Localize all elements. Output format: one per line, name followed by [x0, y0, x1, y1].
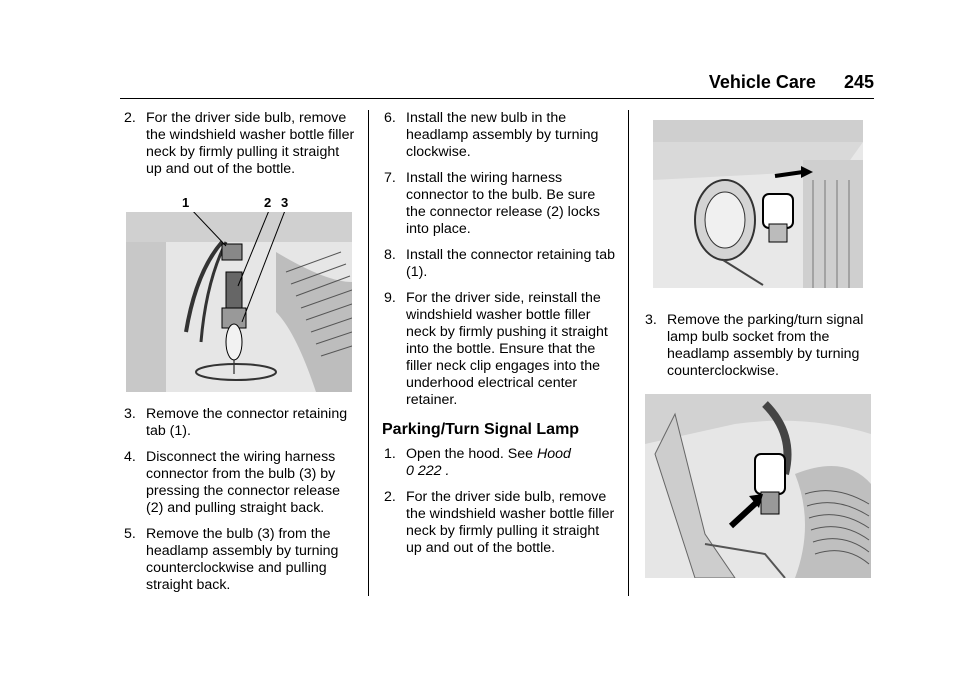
step-text: For the driver side bulb, remove the windshield washer bottle filler neck by firmly pulling it straight up and out of the bottle. — [146, 110, 355, 177]
step-text-lead: Open the hood. See — [406, 446, 537, 462]
step-6 — [384, 110, 616, 161]
step-5 — [124, 526, 356, 594]
step-text: For the driver side, reinstall the windshield washer bottle filler neck by firmly pushing it straight into the bottle. Ensure that the filler neck clip engages into the underhood electrical center retainer. — [406, 290, 608, 408]
column-divider-2 — [628, 110, 629, 596]
column-3 — [645, 110, 877, 578]
parking-lamp-socket-illustration — [645, 394, 871, 578]
step-4 — [124, 449, 356, 517]
column-2 — [384, 110, 616, 566]
cross-reference-page: 0 222 . — [406, 463, 450, 479]
step-text: For the driver side bulb, remove the windshield washer bottle filler neck by firmly pulling it straight up and out of the bottle. — [406, 489, 615, 556]
step-text: Remove the bulb (3) from the headlamp assembly by turning counterclockwise and pulling straight back. — [146, 526, 339, 593]
step-8 — [384, 247, 616, 281]
figure-callouts — [126, 194, 352, 212]
step-number: 5. — [124, 526, 136, 542]
hood-cross-reference-link[interactable]: Hood — [536, 446, 571, 462]
column-divider-1 — [368, 110, 369, 596]
parking-step-3 — [645, 312, 877, 380]
bulb-socket-illustration — [653, 120, 863, 288]
step-9 — [384, 290, 616, 409]
step-text: Install the new bulb in the headlamp assembly by turning clockwise. — [406, 110, 599, 160]
callout-2: 2 — [264, 195, 272, 210]
step-number: 2. — [384, 489, 396, 505]
parking-step-1 — [384, 446, 616, 480]
step-number: 2. — [124, 110, 136, 126]
step-number: 3. — [124, 406, 136, 422]
column-1 — [124, 110, 356, 603]
figure-parking-lamp-socket — [645, 394, 871, 578]
section-title-header: Vehicle Care — [708, 72, 816, 92]
step-number: 9. — [384, 290, 396, 306]
callout-3: 3 — [281, 195, 289, 210]
figure-bulb-socket-removal — [653, 120, 863, 288]
step-text: Remove the connector retaining tab (1). — [146, 406, 348, 439]
step-number: 4. — [124, 449, 136, 465]
page-number: 245 — [843, 72, 874, 92]
step-number: 8. — [384, 247, 396, 263]
headlamp-bulb-illustration — [126, 212, 352, 392]
step-text: Remove the parking/turn signal lamp bulb socket from the headlamp assembly by turning counterclockwise. — [667, 312, 864, 379]
step-3 — [124, 406, 356, 440]
callout-1: 1 — [182, 195, 190, 210]
step-number: 1. — [384, 446, 396, 462]
step-text: Install the wiring harness connector to the bulb. Be sure the connector release (2) locks into place. — [406, 170, 600, 237]
step-number: 3. — [645, 312, 657, 328]
step-number: 7. — [384, 170, 396, 186]
step-text — [406, 446, 616, 480]
header-rule — [120, 98, 874, 99]
parking-step-2 — [384, 489, 616, 557]
step-2 — [124, 110, 356, 178]
step-text: Install the connector retaining tab (1). — [406, 247, 616, 280]
figure-headlamp-bulb-connector — [126, 195, 352, 392]
section-heading: Parking/Turn Signal Lamp — [382, 421, 580, 438]
step-number: 6. — [384, 110, 396, 126]
step-text: Disconnect the wiring harness connector from the bulb (3) by pressing the connector release (2) and pulling straight back. — [146, 449, 341, 516]
page-header — [709, 72, 874, 93]
step-7 — [384, 170, 616, 238]
